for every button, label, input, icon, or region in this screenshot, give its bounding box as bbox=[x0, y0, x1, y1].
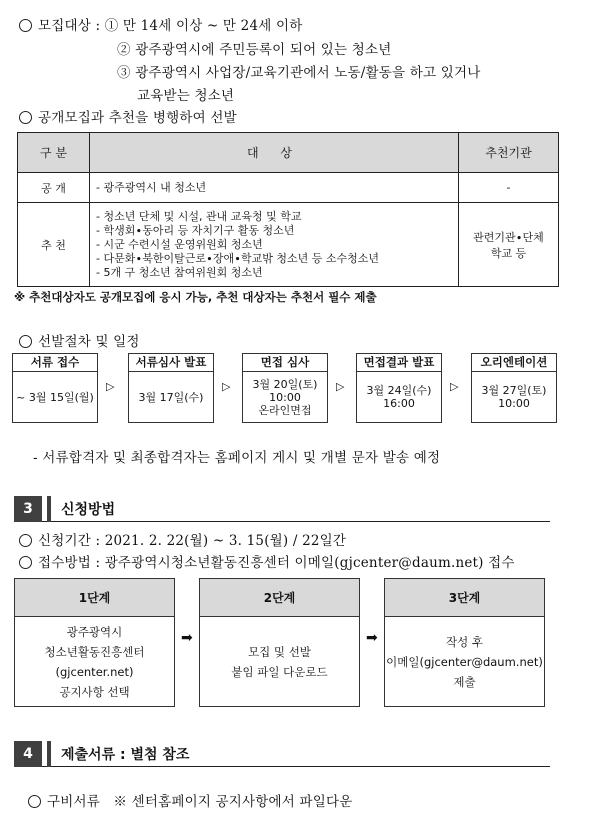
schedule-step-title: 서류 접수 bbox=[13, 354, 97, 372]
apply-step-title: 2단계 bbox=[200, 579, 359, 617]
triangle-arrow-icon: ▷ bbox=[106, 380, 115, 393]
triangle-arrow-icon: ▷ bbox=[222, 380, 231, 393]
circle-bullet-icon bbox=[28, 795, 41, 808]
table-cell-type: 공 개 bbox=[18, 173, 90, 203]
table-row bbox=[18, 203, 559, 287]
circle-bullet-icon bbox=[19, 534, 32, 547]
circle-bullet-icon bbox=[19, 556, 32, 569]
section-3-header bbox=[14, 496, 550, 522]
schedule-step-title: 서류심사 발표 bbox=[129, 354, 213, 372]
apply-period: 신청기간 : 2021. 2. 22(월) ~ 3. 15(월) / 22일간 bbox=[19, 529, 346, 549]
table-header-cell: 구 분 bbox=[18, 133, 90, 173]
section-4-header bbox=[14, 741, 550, 767]
table-header-cell: 대 상 bbox=[90, 133, 459, 173]
section-number: 4 bbox=[14, 741, 42, 767]
recruit-method: 공개모집과 추천을 병행하여 선발 bbox=[19, 106, 237, 126]
table-cell-target: - 광주광역시 내 청소년 bbox=[90, 173, 459, 203]
schedule-step-title: 면접결과 발표 bbox=[357, 354, 441, 372]
required-docs: 구비서류 ※ 센터홈페이지 공지사항에서 파일다운 bbox=[19, 774, 352, 810]
right-arrow-icon: ➡ bbox=[366, 630, 378, 646]
circle-bullet-icon bbox=[19, 19, 32, 32]
schedule-step-3: 면접 심사 3월 20일(토) 10:00 온라인면접 bbox=[242, 353, 328, 423]
apply-step-3: 3단계 작성 후 이메일(gjcenter@daum.net) 제출 bbox=[384, 578, 545, 707]
schedule-step-title: 면접 심사 bbox=[243, 354, 327, 372]
section-title: 신청방법 bbox=[61, 502, 116, 518]
table-cell-org: 관련기관∙단체 학교 등 bbox=[459, 203, 559, 287]
apply-method: 접수방법 : 광주광역시청소년활동진흥센터 이메일(gjcenter@daum.net) 접수 bbox=[19, 551, 515, 571]
table-row bbox=[18, 173, 559, 203]
schedule-step-title: 오리엔테이션 bbox=[472, 354, 556, 372]
eligibility-line-1: 모집대상 : ① 만 14세 이상 ~ 만 24세 이하 bbox=[19, 14, 302, 34]
schedule-step-1: 서류 접수 ~ 3월 15일(월) bbox=[12, 353, 98, 423]
triangle-arrow-icon: ▷ bbox=[450, 380, 459, 393]
recommend-note: ※ 추천대상자도 공개모집에 응시 가능, 추천 대상자는 추천서 필수 제출 bbox=[14, 290, 377, 304]
section-bar bbox=[47, 496, 51, 522]
recruit-table bbox=[17, 132, 559, 287]
apply-step-2: 2단계 모집 및 선발 붙임 파일 다운로드 bbox=[199, 578, 360, 707]
schedule-step-5: 오리엔테이션 3월 27일(토) 10:00 bbox=[471, 353, 557, 423]
table-header-row bbox=[18, 133, 559, 173]
triangle-arrow-icon: ▷ bbox=[336, 380, 345, 393]
apply-step-1: 1단계 광주광역시 청소년활동진흥센터 (gjcenter.net) 공지사항 선택 bbox=[14, 578, 175, 707]
schedule-label: 선발절차 및 일정 bbox=[19, 330, 140, 350]
circle-bullet-icon bbox=[19, 111, 32, 124]
eligibility-line-2: ② 광주광역시에 주민등록이 되어 있는 청소년 bbox=[117, 42, 392, 58]
schedule-footnote: - 서류합격자 및 최종합격자는 홈페이지 게시 및 개별 문자 발송 예정 bbox=[33, 450, 441, 466]
right-arrow-icon: ➡ bbox=[181, 630, 193, 646]
section-title: 제출서류 : 별첨 참조 bbox=[61, 747, 190, 763]
table-cell-target: - 청소년 단체 및 시설, 관내 교육청 및 학교 - 학생회∙동아리 등 자치기구 활동 청소년 - 시군 수련시설 운영위원회 청소년 - 다문화∙북한이탈근로∙장애∙학교밖 청소년 등 소수청소년 - 5개 구 청소년 참여위원회 청소년 bbox=[90, 203, 459, 287]
circle-bullet-icon bbox=[19, 335, 32, 348]
table-cell-org: - bbox=[459, 173, 559, 203]
section-bar bbox=[47, 741, 51, 767]
table-cell-type: 추 천 bbox=[18, 203, 90, 287]
apply-step-title: 3단계 bbox=[385, 579, 544, 617]
eligibility-line-4: 교육받는 청소년 bbox=[137, 88, 235, 104]
section-number: 3 bbox=[14, 496, 42, 522]
table-header-cell: 추천기관 bbox=[459, 133, 559, 173]
apply-step-title: 1단계 bbox=[15, 579, 174, 617]
schedule-step-2: 서류심사 발표 3월 17일(수) bbox=[128, 353, 214, 423]
eligibility-line-3: ③ 광주광역시 사업장/교육기관에서 노동/활동을 하고 있거나 bbox=[117, 65, 481, 81]
schedule-step-4: 면접결과 발표 3월 24일(수) 16:00 bbox=[356, 353, 442, 423]
